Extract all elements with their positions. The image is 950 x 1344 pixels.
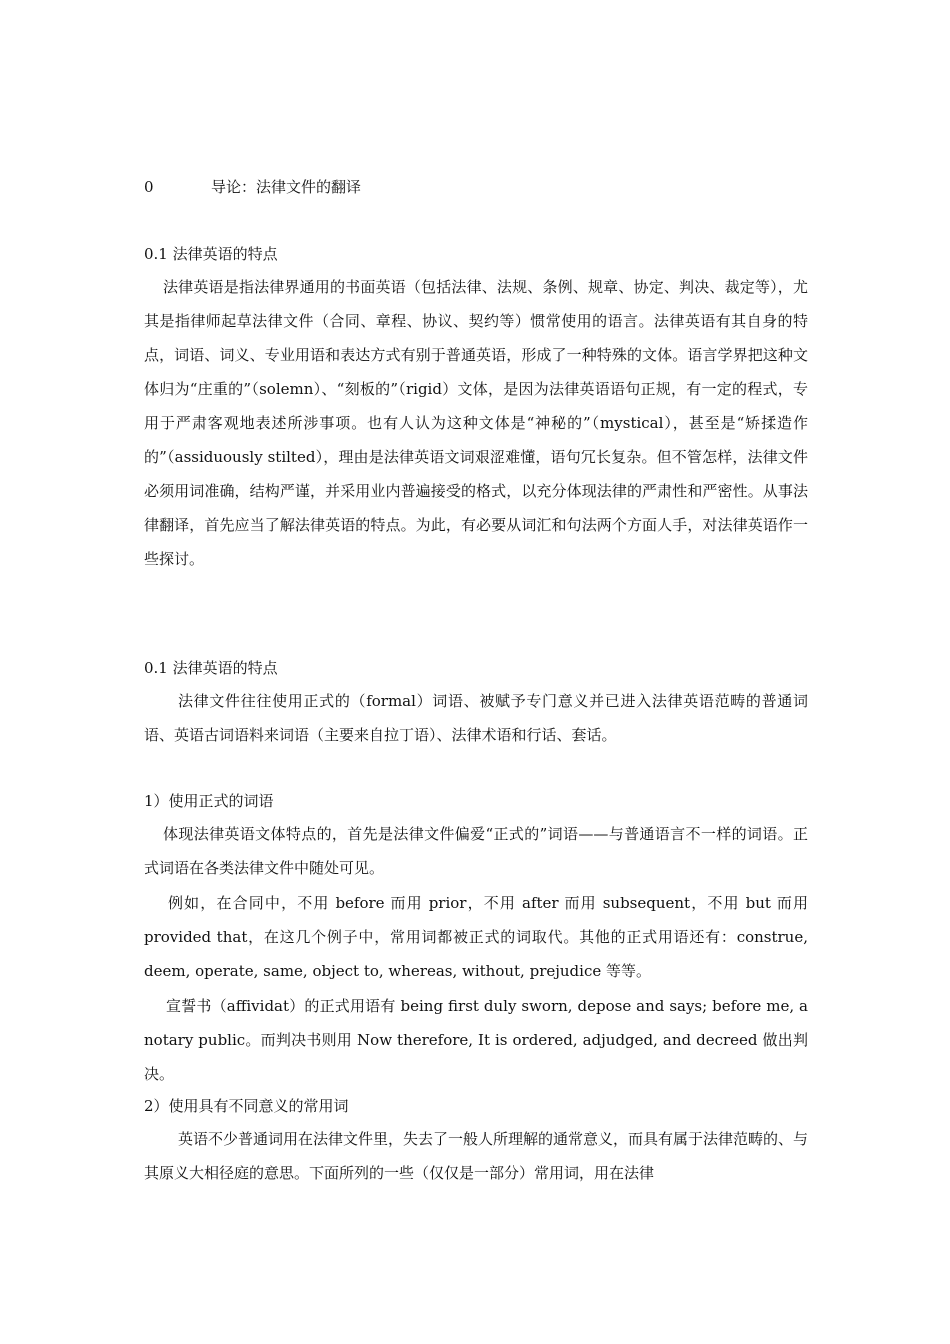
section-heading-0-1: 0.1 法律英语的特点: [144, 245, 278, 263]
subsection-1-paragraph-2: 例如，在合同中，不用 before 而用 prior，不用 after 而用 subsequent，不用 but 而用 provided that，在这几个例子中，常用词都被正式的词取代。其他的正式用语还有：construe, deem, operate, same, object to, whereas, without, prejudice 等等。: [144, 894, 808, 980]
section-0-1-paragraph: 法律英语是指法律界通用的书面英语（包括法律、法规、条例、规章、协定、判决、裁定等），尤其是指律师起草法律文件（合同、章程、协议、契约等）惯常使用的语言。法律英语有其自身的特点，词语、词义、专业用语和表达方式有别于普通英语，形成了一种特殊的文体。语言学界把这种文体归为“庄重的”（solemn）、“刻板的”（rigid）文体，是因为法律英语语句正规，有一定的程式，专用于严肃客观地表述所涉事项。也有人认为这种文体是“神秘的”（mystical），甚至是“矫揉造作的”（assiduously stilted），理由是法律英语文词艰涩难懂，语句冗长复杂。但不管怎样，法律文件必须用词准确，结构严谨，并采用业内普遍接受的格式，以充分体现法律的严肃性和严密性。从事法律翻译，首先应当了解法律英语的特点。为此，有必要从词汇和句法两个方面人手，对法律英语作一些探讨。: [144, 278, 808, 568]
chapter-number: 0: [144, 178, 154, 196]
subsection-heading-2: 2）使用具有不同意义的常用词: [144, 1097, 349, 1115]
section-heading-0-2: 0.1 法律英语的特点: [144, 659, 278, 677]
subsection-2-paragraph: 英语不少普通词用在法律文件里，失去了一般人所理解的通常意义，而具有属于法律范畴的、与其原义大相径庭的意思。下面所列的一些（仅仅是一部分）常用词，用在法律: [144, 1130, 809, 1182]
section-0-2-paragraph: 法律文件往往使用正式的（formal）词语、被赋予专门意义并已进入法律英语范畴的普通词语、英语古词语料来词语（主要来自拉丁语）、法律术语和行话、套话。: [144, 692, 808, 744]
subsection-heading-1: 1）使用正式的词语: [144, 792, 274, 810]
subsection-1-paragraph-3: 宣誓书（affividat）的正式用语有 being first duly sworn, depose and says; before me, a notary public。而判决书则用 Now therefore, It is ordered, adjudged, and decreed 做出判决。: [144, 997, 808, 1083]
chapter-title: 导论：法律文件的翻译: [211, 178, 362, 196]
subsection-1-paragraph-1: 体现法律英语文体特点的，首先是法律文件偏爱“正式的”词语——与普通语言不一样的词语。正式词语在各类法律文件中随处可见。: [144, 825, 808, 877]
